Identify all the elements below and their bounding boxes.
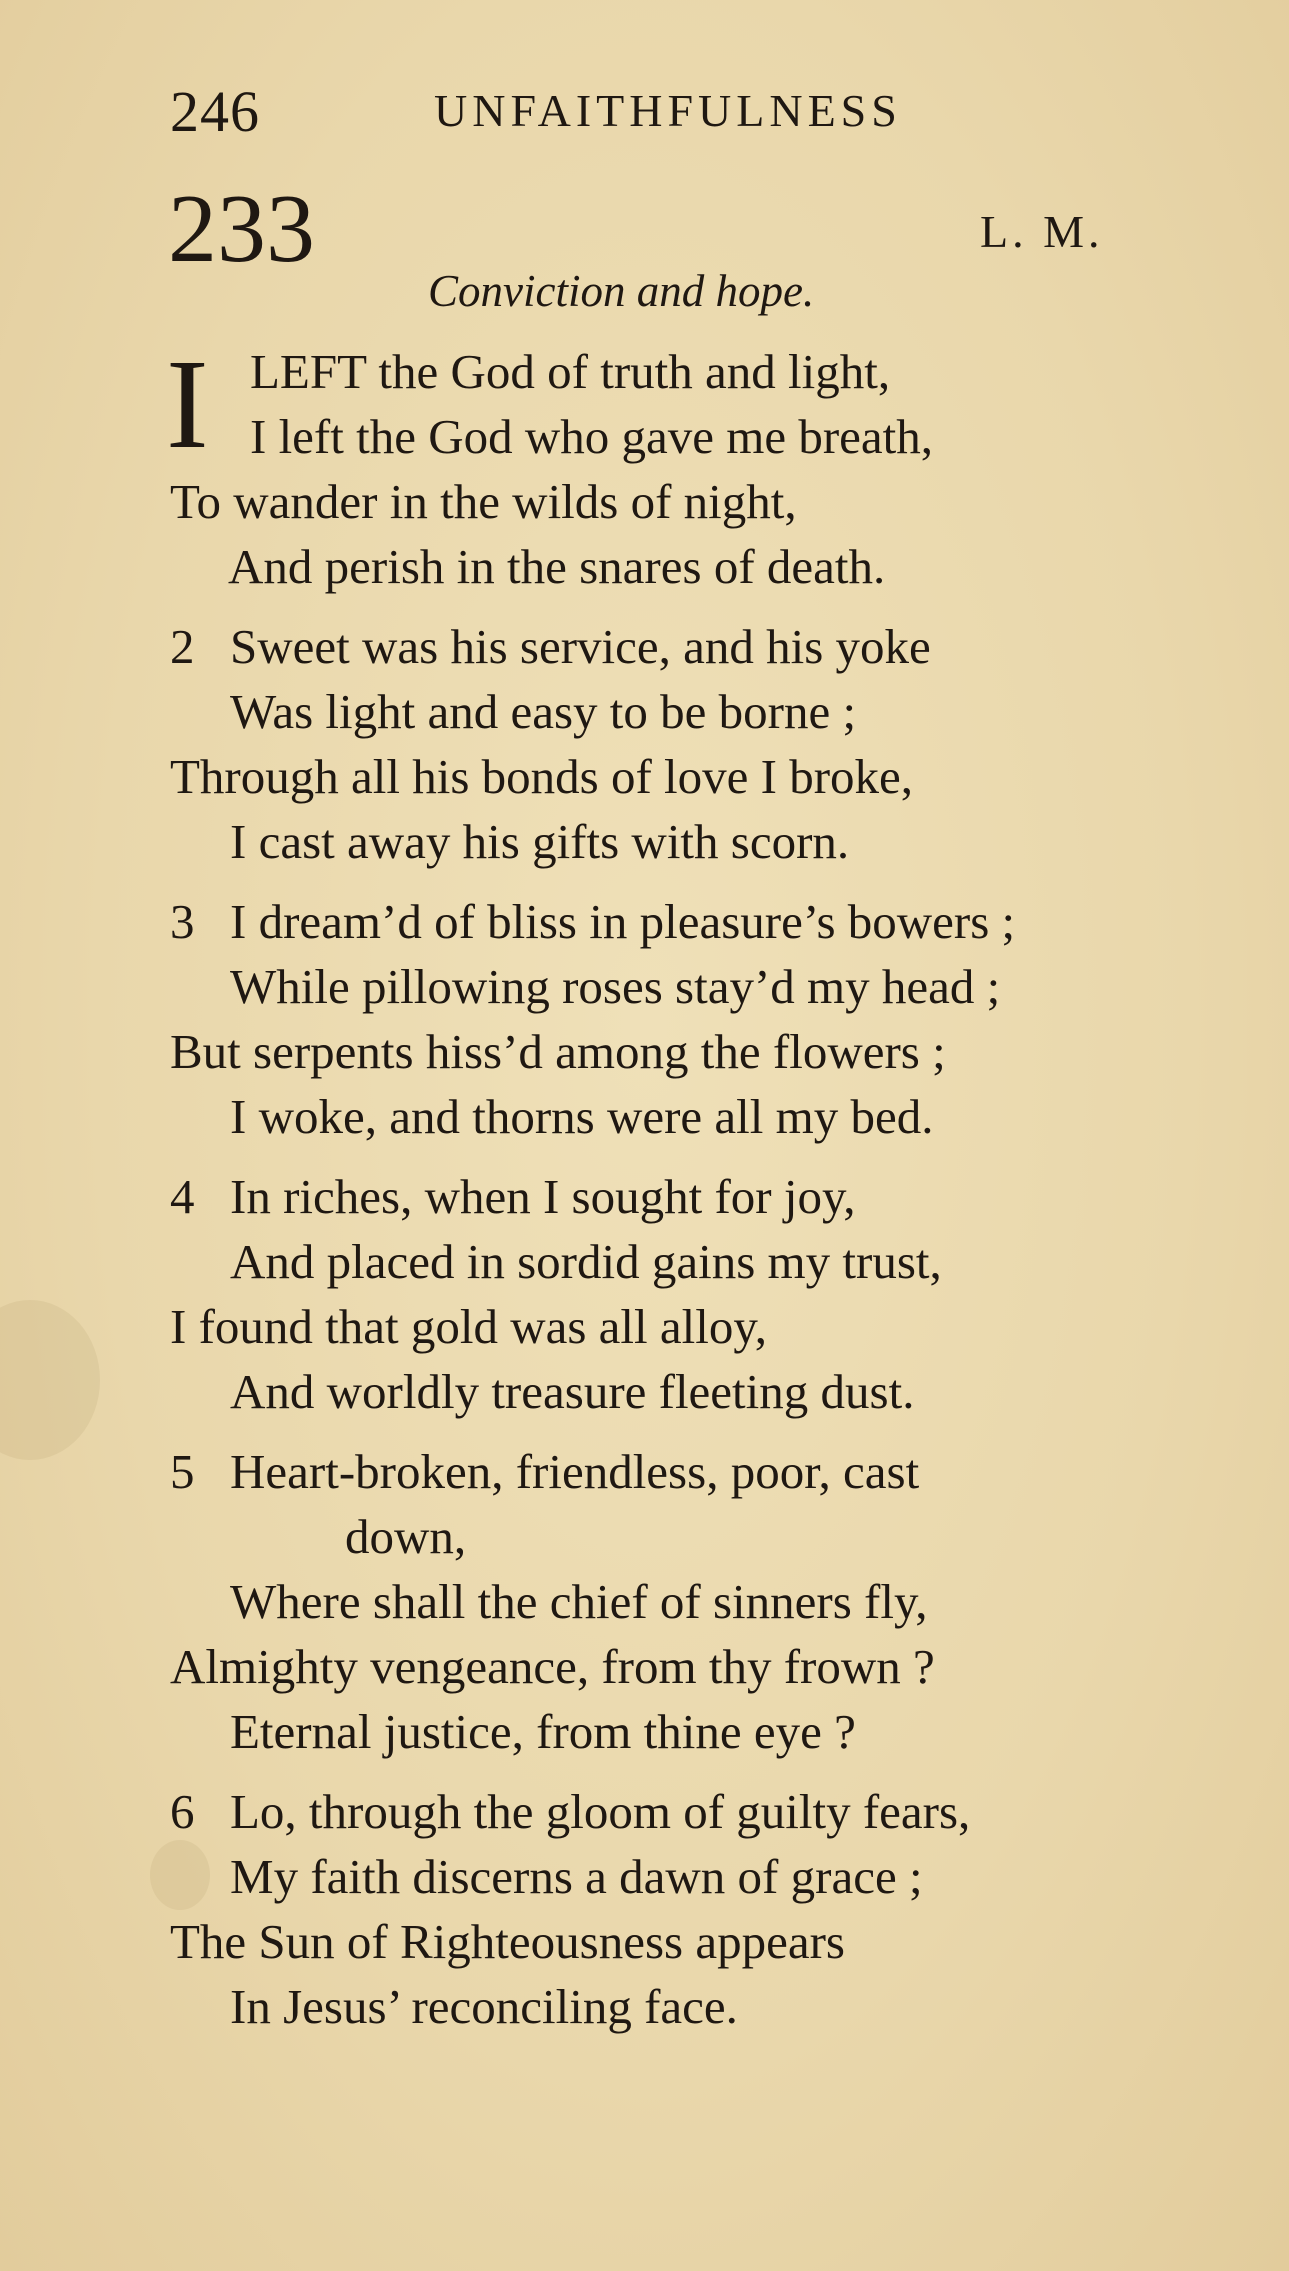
hymn-meter: L. M.	[980, 206, 1104, 257]
paper-stain	[0, 1300, 100, 1460]
verse-line: In riches, when I sought for joy,	[230, 1169, 856, 1224]
verse-line: Eternal justice, from thine eye ?	[230, 1704, 856, 1759]
verse-line: And placed in sordid gains my trust,	[230, 1234, 942, 1289]
verse-line: I woke, and thorns were all my bed.	[230, 1089, 934, 1144]
paper-stain	[150, 1840, 210, 1910]
running-head	[170, 78, 1170, 148]
verse-line: Sweet was his service, and his yoke	[230, 619, 931, 674]
verse-line: Was light and easy to be borne ;	[230, 684, 857, 739]
verse-line: My faith discerns a dawn of grace ;	[230, 1849, 923, 1904]
verse-line: Heart-broken, friendless, poor, cast	[230, 1444, 920, 1499]
verse-number: 5	[170, 1444, 195, 1499]
section-title: UNFAITHFULNESS	[434, 85, 902, 136]
verse-line: LEFT the God of truth and light,	[250, 344, 891, 399]
verse-line: While pillowing roses stay’d my head ;	[230, 959, 1001, 1014]
verse-line: Through all his bonds of love I broke,	[170, 749, 914, 804]
verse-line: Lo, through the gloom of guilty fears,	[230, 1784, 971, 1839]
verse-line: To wander in the wilds of night,	[170, 474, 797, 529]
verse-line: In Jesus’ reconciling face.	[230, 1979, 738, 2034]
drop-cap: I	[166, 333, 209, 475]
verse-line: I left the God who gave me breath,	[250, 409, 934, 464]
hymn-subtitle: Conviction and hope.	[428, 266, 815, 316]
page-number: 246	[170, 79, 260, 144]
verse-line: And worldly treasure fleeting dust.	[230, 1364, 915, 1419]
verse-line: But serpents hiss’d among the flowers ;	[170, 1024, 946, 1079]
verse-line: I found that gold was all alloy,	[170, 1299, 767, 1354]
verse-number: 6	[170, 1784, 195, 1839]
hymn-number: 233	[168, 175, 315, 283]
verse-line: down,	[345, 1509, 467, 1564]
verse-line: I dream’d of bliss in pleasure’s bowers ;	[230, 894, 1016, 949]
verse-line: I cast away his gifts with scorn.	[230, 814, 850, 869]
verse-line: Almighty vengeance, from thy frown ?	[170, 1639, 935, 1694]
verse-line: Where shall the chief of sinners fly,	[230, 1574, 928, 1629]
verse-line: The Sun of Righteousness appears	[170, 1914, 845, 1969]
verse-number: 3	[170, 894, 195, 949]
verse-number: 2	[170, 619, 195, 674]
verse-line: And perish in the snares of death.	[228, 539, 886, 594]
verse-number: 4	[170, 1169, 195, 1224]
